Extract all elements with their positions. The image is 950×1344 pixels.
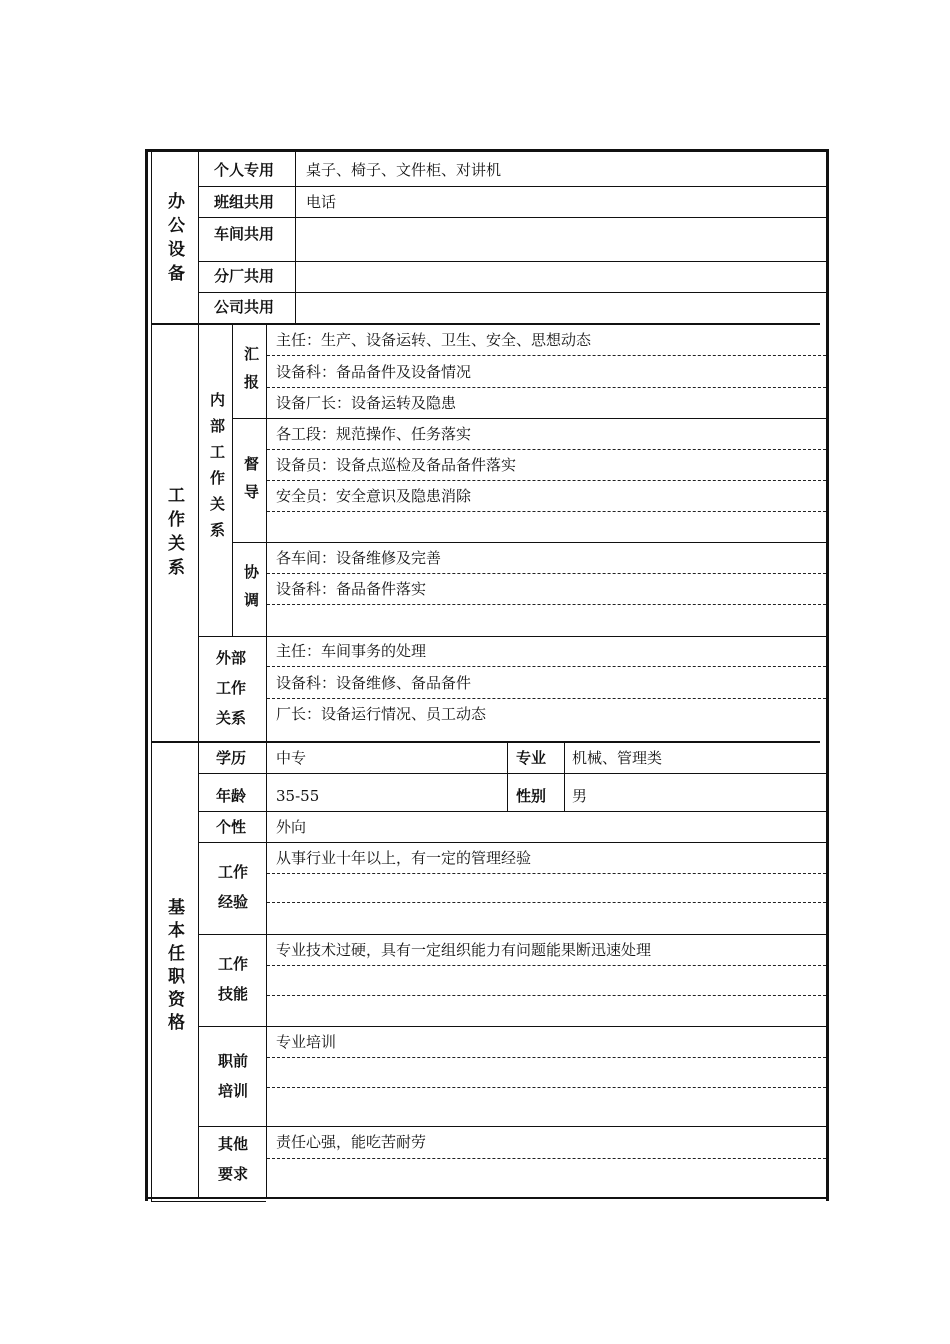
dash-line — [267, 902, 826, 903]
external-label-3: 关系 — [216, 709, 247, 727]
office-label-team: 班组共用 — [214, 193, 275, 211]
personality-label: 个性 — [216, 818, 247, 836]
dash-line — [267, 1158, 826, 1159]
col-line-office-label — [295, 152, 296, 323]
internal-block-bottom — [199, 636, 826, 637]
section-divider-office — [152, 323, 820, 325]
report-line-2: 设备科：备品备件及设备情况 — [276, 363, 472, 381]
col-line-title — [198, 152, 199, 1197]
supervise-line-1: 各工段：规范操作、任务落实 — [276, 425, 472, 443]
major-value: 机械、管理类 — [572, 749, 663, 767]
outer-border-left — [145, 149, 148, 1201]
col-line-major-value — [564, 743, 565, 811]
section-title-relations: 工作关系 — [164, 486, 184, 582]
outer-border-right — [826, 149, 829, 1201]
personality-value: 外向 — [276, 818, 307, 836]
qual-row-line-1 — [199, 773, 826, 774]
dash-line — [267, 480, 826, 481]
section-title-qualification: 基本任职资格 — [164, 898, 184, 1036]
office-row-line-1 — [199, 186, 826, 187]
training-label: 职前 培训 — [217, 1052, 248, 1100]
education-value: 中专 — [276, 749, 307, 767]
dash-line — [267, 387, 826, 388]
office-row-line-4 — [199, 292, 826, 293]
outer-border-bottom-inner — [151, 1201, 266, 1202]
report-label: 汇报 — [242, 346, 260, 402]
office-label-personal: 个人专用 — [214, 161, 275, 179]
office-label-company: 公司共用 — [214, 298, 275, 316]
coordinate-label: 协调 — [242, 564, 260, 620]
dash-line — [267, 573, 826, 574]
dash-line — [267, 1057, 826, 1058]
qual-row-line-5 — [199, 1026, 826, 1027]
office-value-team: 电话 — [306, 193, 337, 211]
major-label: 专业 — [516, 749, 547, 767]
age-value: 35-55 — [276, 787, 320, 805]
office-value-personal: 桌子、椅子、文件柜、对讲机 — [306, 161, 502, 179]
supervise-line-3: 安全员：安全意识及隐患消除 — [276, 487, 472, 505]
dash-line — [267, 873, 826, 874]
qual-row-line-4 — [199, 934, 826, 935]
coordinate-line-2: 设备科：备品备件落实 — [276, 580, 427, 598]
experience-text: 从事行业十年以上，有一定的管理经验 — [276, 849, 532, 867]
supervise-label: 督导 — [242, 456, 260, 512]
col-line-content — [266, 325, 267, 1197]
education-label: 学历 — [216, 749, 247, 767]
dash-line — [267, 965, 826, 966]
col-line-major — [507, 743, 508, 811]
qual-row-line-2 — [199, 811, 826, 812]
experience-label: 工作 经验 — [217, 863, 248, 911]
dash-line — [267, 511, 826, 512]
external-line-2: 设备科：设备维修、备品备件 — [276, 674, 472, 692]
office-row-line-2 — [199, 217, 826, 218]
other-requirements-label: 其他 要求 — [217, 1135, 248, 1183]
report-line-1: 主任：生产、设备运转、卫生、安全、思想动态 — [276, 331, 592, 349]
internal-relations-label: 内部工作关系 — [208, 392, 226, 548]
report-block-bottom — [233, 418, 826, 419]
dash-line — [267, 604, 826, 605]
dash-line — [267, 666, 826, 667]
skills-text: 专业技术过硬，具有一定组织能力有问题能果断迅速处理 — [276, 941, 652, 959]
outer-border-left-inner — [151, 152, 152, 1201]
dash-line — [267, 1087, 826, 1088]
outer-border-top — [145, 149, 829, 152]
supervise-line-2: 设备员：设备点巡检及备品备件落实 — [276, 456, 517, 474]
qual-row-line-3 — [199, 842, 826, 843]
dash-line — [267, 355, 826, 356]
coordinate-line-1: 各车间：设备维修及完善 — [276, 549, 442, 567]
section-title-office: 办公设备 — [164, 192, 184, 288]
external-label-1: 外部 — [216, 649, 247, 667]
office-label-branch: 分厂共用 — [214, 267, 275, 285]
col-line-internal — [232, 325, 233, 636]
training-text: 专业培训 — [276, 1033, 337, 1051]
dash-line — [267, 698, 826, 699]
dash-line — [267, 995, 826, 996]
skills-label: 工作 技能 — [217, 955, 248, 1003]
supervise-block-bottom — [233, 542, 826, 543]
external-line-3: 厂长：设备运行情况、员工动态 — [276, 705, 487, 723]
office-row-line-3 — [199, 261, 826, 262]
other-requirements-text: 责任心强，能吃苦耐劳 — [276, 1133, 427, 1151]
office-label-workshop: 车间共用 — [214, 225, 275, 243]
external-line-1: 主任：车间事务的处理 — [276, 642, 427, 660]
gender-label: 性别 — [516, 787, 547, 805]
age-label: 年龄 — [216, 787, 247, 805]
report-line-3: 设备厂长：设备运转及隐患 — [276, 394, 457, 412]
outer-border-bottom — [145, 1197, 829, 1199]
gender-value: 男 — [572, 787, 588, 805]
dash-line — [267, 449, 826, 450]
section-divider-relations — [152, 741, 820, 743]
qual-row-line-6 — [199, 1126, 826, 1127]
external-label-2: 工作 — [216, 679, 247, 697]
